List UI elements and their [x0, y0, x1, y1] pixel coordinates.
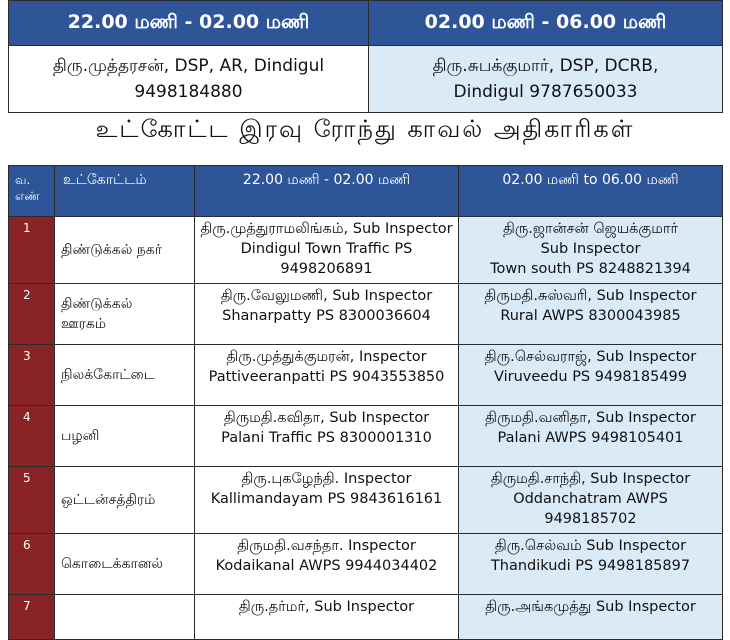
- column-header-unit: உட்கோட்டம்: [55, 166, 195, 217]
- subdivision-patrol-table: [8, 165, 723, 640]
- row-serial-number: 7: [9, 595, 55, 640]
- row-night-officer-line: Palani Traffic PS 8300001310: [221, 430, 432, 446]
- row-early-officer-line: Oddanchatram AWPS: [513, 491, 668, 507]
- row-serial-number: 6: [9, 534, 55, 595]
- table-row: [9, 534, 723, 595]
- row-early-officer: [459, 467, 723, 534]
- table-row: [9, 345, 723, 406]
- row-night-officer: [195, 406, 459, 467]
- row-subdivision-line: பழனி: [61, 428, 100, 444]
- top-early-officer: [369, 46, 723, 113]
- table-row: [9, 467, 723, 534]
- column-header-serial-line1: வ.: [15, 173, 31, 187]
- row-night-officer-line: திருமதி.வசந்தா. Inspector: [237, 538, 416, 554]
- row-subdivision: [55, 217, 195, 284]
- top-officer-row: [9, 46, 723, 113]
- row-early-officer-line: Town south PS 8248821394: [490, 261, 691, 277]
- row-subdivision: [55, 467, 195, 534]
- row-subdivision: [55, 345, 195, 406]
- row-early-officer-line: திருமதி.வனிதா, Sub Inspector: [485, 410, 696, 426]
- row-night-officer-line: திரு.வேலுமணி, Sub Inspector: [220, 288, 433, 304]
- row-subdivision: [55, 595, 195, 640]
- row-early-officer-line: திரு.அங்கமுத்து Sub Inspector: [485, 599, 696, 615]
- row-early-officer-line: திருமதி.சுஸ்வரி, Sub Inspector: [484, 288, 697, 304]
- row-early-officer-line: Thandikudi PS 9498185897: [490, 558, 691, 574]
- section-heading: உட்கோட்ட இரவு ரோந்து காவல் அதிகாரிகள்: [95, 115, 635, 143]
- top-early-officer-line2: Dindigul 9787650033: [453, 82, 638, 102]
- row-early-officer-line: திரு.செல்வராஜ், Sub Inspector: [484, 349, 697, 365]
- top-header-night: 22.00 மணி - 02.00 மணி: [9, 1, 369, 46]
- row-night-officer: [195, 595, 459, 640]
- row-night-officer-line: Dindigul Town Traffic PS: [240, 241, 413, 257]
- row-night-officer-line: Kallimandayam PS 9843616161: [210, 491, 443, 507]
- row-subdivision-line: ஊரகம்: [61, 316, 107, 332]
- column-header-night: 22.00 மணி - 02.00 மணி: [195, 166, 459, 217]
- row-early-officer: [459, 284, 723, 345]
- row-night-officer-line: திரு.முத்துராமலிங்கம், Sub Inspector: [200, 221, 453, 237]
- row-early-officer-line: Palani AWPS 9498105401: [497, 430, 684, 446]
- row-night-officer-line: Kodaikanal AWPS 9944034402: [215, 558, 438, 574]
- top-header-row: [9, 1, 723, 46]
- row-subdivision: [55, 534, 195, 595]
- row-subdivision: [55, 284, 195, 345]
- column-header-serial-line2: எண்: [15, 189, 40, 203]
- row-night-officer-line: திருமதி.கவிதா, Sub Inspector: [223, 410, 430, 426]
- row-night-officer: [195, 217, 459, 284]
- row-night-officer-line: 9498206891: [280, 261, 373, 277]
- row-early-officer-line: திருமதி.சாந்தி, Sub Inspector: [490, 471, 691, 487]
- row-night-officer: [195, 284, 459, 345]
- top-night-officer-phone: 9498184880: [134, 82, 243, 102]
- row-early-officer-line: Sub Inspector: [540, 241, 641, 257]
- row-subdivision-line: நிலக்கோட்டை: [61, 367, 155, 383]
- row-early-officer-line: Rural AWPS 8300043985: [500, 308, 681, 324]
- row-subdivision: [55, 406, 195, 467]
- row-night-officer-line: திரு.தர்மர், Sub Inspector: [238, 599, 415, 615]
- row-subdivision-line: திண்டுக்கல்: [61, 296, 133, 312]
- top-night-officer-line1: திரு.முத்தரசன், DSP, AR, Dindigul: [52, 56, 325, 76]
- row-early-officer: [459, 595, 723, 640]
- row-early-officer: [459, 345, 723, 406]
- row-early-officer-line: 9498185702: [544, 511, 637, 527]
- row-night-officer: [195, 467, 459, 534]
- row-subdivision-line: கொடைக்கானல்: [61, 556, 163, 572]
- row-early-officer-line: Viruveedu PS 9498185499: [493, 369, 688, 385]
- row-night-officer: [195, 534, 459, 595]
- row-early-officer-line: திரு.செல்வம் Sub Inspector: [494, 538, 687, 554]
- top-schedule-table: [8, 0, 723, 113]
- row-night-officer-line: திரு.முத்துக்குமரன், Inspector: [226, 349, 427, 365]
- row-early-officer: [459, 534, 723, 595]
- row-serial-number: 5: [9, 467, 55, 534]
- table-header-row: [9, 166, 723, 217]
- row-night-officer-line: திரு.புகழேந்தி. Inspector: [241, 471, 412, 487]
- row-serial-number: 2: [9, 284, 55, 345]
- row-serial-number: 3: [9, 345, 55, 406]
- row-early-officer-line: திரு.ஜான்சன் ஜெயக்குமார்: [502, 221, 679, 237]
- column-header-serial: [9, 166, 55, 217]
- table-row: [9, 595, 723, 640]
- top-night-officer: [9, 46, 369, 113]
- row-serial-number: 4: [9, 406, 55, 467]
- row-subdivision-line: ஒட்டன்சத்திரம்: [61, 492, 156, 508]
- table-row: [9, 406, 723, 467]
- row-early-officer: [459, 217, 723, 284]
- row-night-officer-line: Pattiveeranpatti PS 9043553850: [208, 369, 445, 385]
- row-night-officer: [195, 345, 459, 406]
- row-subdivision-line: திண்டுக்கல் நகர்: [61, 242, 163, 258]
- row-early-officer: [459, 406, 723, 467]
- row-night-officer-line: Shanarpatty PS 8300036604: [222, 308, 431, 324]
- table-row: [9, 284, 723, 345]
- column-header-early: 02.00 மணி to 06.00 மணி: [459, 166, 723, 217]
- top-early-officer-line1: திரு.சுபக்குமார், DSP, DCRB,: [432, 56, 659, 76]
- top-header-early: 02.00 மணி - 06.00 மணி: [369, 1, 723, 46]
- row-serial-number: 1: [9, 217, 55, 284]
- table-row: [9, 217, 723, 284]
